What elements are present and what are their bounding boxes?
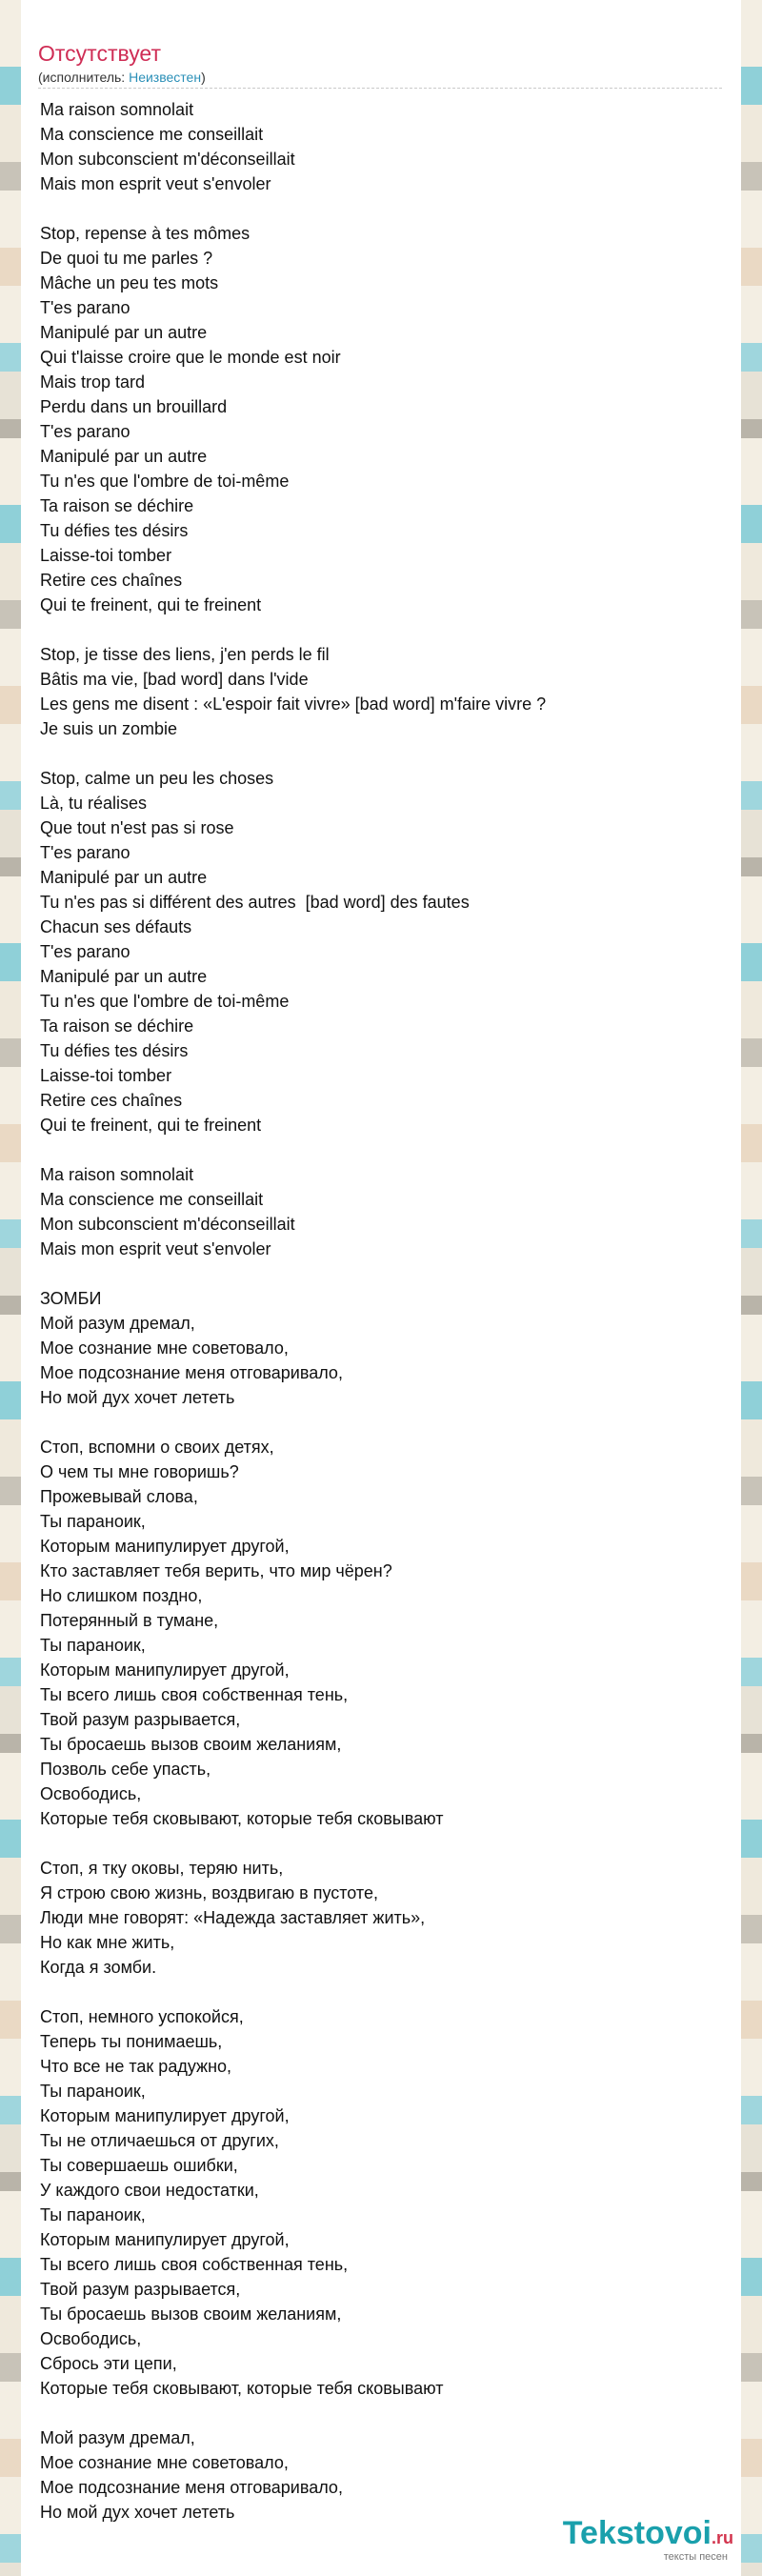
lyrics-body <box>40 97 707 2549</box>
lyric-line: Ma conscience me conseillait <box>40 1190 264 1209</box>
lyric-line: Ma raison somnolait <box>40 100 194 119</box>
logo-name: Tekstovoi <box>562 2515 712 2551</box>
performer-prefix: (исполнитель: <box>38 70 130 85</box>
lyric-line: Ma raison somnolait <box>40 1165 194 1184</box>
lyric-line: T'es parano <box>40 942 130 961</box>
lyric-line: Tu n'es que l'ombre de toi-même <box>40 472 290 491</box>
lyric-line: Ты бросаешь вызов своим желаниям, <box>40 1735 342 1754</box>
lyric-line: Твой разум разрывается, <box>40 1710 241 1729</box>
lyric-line: Mais mon esprit veut s'envoler <box>40 1239 271 1258</box>
lyric-line: Tu n'es pas si différent des autres [bad word] des fautes <box>40 893 470 912</box>
lyric-line: Ты всего лишь своя собственная тень, <box>40 2255 349 2274</box>
lyric-line: Которым манипулирует другой, <box>40 2230 290 2249</box>
logo-tld: .ru <box>711 2528 733 2547</box>
lyric-line: Manipulé par un autre <box>40 868 208 887</box>
lyric-line: Ты параноик, <box>40 2205 146 2224</box>
lyric-line: Которым манипулирует другой, <box>40 1537 290 1556</box>
logo-tagline: тексты песен <box>663 2551 728 2563</box>
lyrics-stanza <box>40 1856 707 1980</box>
lyric-line: Laisse-toi tomber <box>40 1066 172 1085</box>
lyric-line: Прожевывай слова, <box>40 1487 198 1506</box>
lyric-line: Ты параноик, <box>40 2082 146 2101</box>
lyric-line: T'es parano <box>40 422 130 441</box>
lyric-line: Потерянный в тумане, <box>40 1611 219 1630</box>
song-title: Отсутствует <box>38 41 161 66</box>
lyric-line: Qui te freinent, qui te freinent <box>40 1116 262 1135</box>
lyric-line: Что все не так радужно, <box>40 2057 232 2076</box>
lyrics-stanza <box>40 2004 707 2401</box>
lyric-line: Perdu dans un brouillard <box>40 397 228 416</box>
lyric-line: Manipulé par un autre <box>40 967 208 986</box>
lyric-line: Освободись, <box>40 2329 142 2348</box>
lyric-line: Que tout n'est pas si rose <box>40 818 234 837</box>
lyric-line: Retire ces chaînes <box>40 571 183 590</box>
lyric-line: Ты параноик, <box>40 1512 146 1531</box>
lyric-line: Laisse-toi tomber <box>40 546 172 565</box>
lyric-line: Мое сознание мне советовало, <box>40 1338 289 1358</box>
lyric-line: Tu défies tes désirs <box>40 1041 189 1060</box>
lyric-line: Mais mon esprit veut s'envoler <box>40 174 271 193</box>
lyric-line: Мое подсознание меня отговаривало, <box>40 1363 343 1382</box>
lyric-line: Ma conscience me conseillait <box>40 125 264 144</box>
lyric-line: Ta raison se déchire <box>40 1016 194 1036</box>
lyric-line: Tu défies tes désirs <box>40 521 189 540</box>
lyric-line: Ta raison se déchire <box>40 496 194 515</box>
lyric-line: Кто заставляет тебя верить, что мир чёрен? <box>40 1561 392 1580</box>
lyric-line: Bâtis ma vie, [bad word] dans l'vide <box>40 670 309 689</box>
lyric-line: Освободись, <box>40 1784 142 1803</box>
lyric-line: Сбрось эти цепи, <box>40 2354 177 2373</box>
lyric-line: Manipulé par un autre <box>40 323 208 342</box>
lyric-line: Стоп, немного успокойся, <box>40 2007 244 2026</box>
left-decoration-stripes <box>0 0 21 2576</box>
lyrics-stanza <box>40 221 707 617</box>
lyric-line: Мой разум дремал, <box>40 2428 195 2447</box>
lyric-line: ЗОМБИ <box>40 1289 102 1308</box>
lyrics-stanza <box>40 1435 707 1831</box>
lyric-line: Stop, repense à tes mômes <box>40 224 251 243</box>
lyric-line: Ты всего лишь своя собственная тень, <box>40 1685 349 1704</box>
lyric-line: Les gens me disent : «L'espoir fait vivre» [bad word] m'faire vivre ? <box>40 694 547 714</box>
right-decoration-stripes <box>741 0 762 2576</box>
lyric-line: Stop, je tisse des liens, j'en perds le fil <box>40 645 330 664</box>
performer-suffix: ) <box>201 70 206 85</box>
lyric-line: Manipulé par un autre <box>40 447 208 466</box>
performer-line <box>38 69 726 86</box>
lyric-line: Но как мне жить, <box>40 1933 175 1952</box>
lyric-line: Стоп, вспомни о своих детях, <box>40 1438 274 1457</box>
lyric-line: Но мой дух хочет лететь <box>40 1388 235 1407</box>
lyric-line: О чем ты мне говоришь? <box>40 1462 239 1481</box>
lyric-line: Которые тебя сковывают, которые тебя сковывают <box>40 1809 444 1828</box>
lyric-line: Мое подсознание меня отговаривало, <box>40 2478 343 2497</box>
lyric-line: Я строю свою жизнь, воздвигаю в пустоте, <box>40 1883 378 1902</box>
lyric-line: Но слишком поздно, <box>40 1586 203 1605</box>
lyrics-stanza <box>40 2425 707 2525</box>
header-divider <box>38 88 722 89</box>
lyric-line: Ты параноик, <box>40 1636 146 1655</box>
lyrics-stanza <box>40 97 707 196</box>
lyrics-stanza <box>40 1162 707 1261</box>
site-logo[interactable] <box>563 2515 733 2556</box>
lyric-line: Твой разум разрывается, <box>40 2280 241 2299</box>
lyric-line: Qui te freinent, qui te freinent <box>40 595 262 614</box>
lyric-line: Стоп, я тку оковы, теряю нить, <box>40 1859 284 1878</box>
lyric-line: Mon subconscient m'déconseillait <box>40 1215 295 1234</box>
lyric-line: Мое сознание мне советовало, <box>40 2453 289 2472</box>
lyric-line: Mâche un peu tes mots <box>40 273 219 292</box>
lyric-line: Là, tu réalises <box>40 794 148 813</box>
lyric-line: Которым манипулирует другой, <box>40 1660 290 1680</box>
lyric-line: Которым манипулирует другой, <box>40 2106 290 2125</box>
lyrics-stanza <box>40 766 707 1137</box>
lyric-line: У каждого свои недостатки, <box>40 2181 259 2200</box>
lyric-line: Ты совершаешь ошибки, <box>40 2156 238 2175</box>
song-header <box>38 40 726 86</box>
lyric-line: Ты бросаешь вызов своим желаниям, <box>40 2304 342 2324</box>
lyric-line: Ты не отличаешься от других, <box>40 2131 279 2150</box>
artist-link[interactable]: Неизвестен <box>129 70 202 85</box>
lyric-line: Люди мне говорят: «Надежда заставляет жить», <box>40 1908 426 1927</box>
lyric-line: Retire ces chaînes <box>40 1091 183 1110</box>
lyric-line: Мой разум дремал, <box>40 1314 195 1333</box>
lyric-line: Но мой дух хочет лететь <box>40 2503 235 2522</box>
lyric-line: Теперь ты понимаешь, <box>40 2032 223 2051</box>
lyric-line: De quoi tu me parles ? <box>40 249 213 268</box>
lyric-line: Chacun ses défauts <box>40 917 192 936</box>
lyrics-stanza <box>40 1286 707 1410</box>
lyric-line: T'es parano <box>40 843 130 862</box>
lyric-line: Je suis un zombie <box>40 719 178 738</box>
lyric-line: T'es parano <box>40 298 130 317</box>
lyric-line: Qui t'laisse croire que le monde est noir <box>40 348 341 367</box>
lyric-line: Когда я зомби. <box>40 1958 157 1977</box>
lyric-line: Mon subconscient m'déconseillait <box>40 150 295 169</box>
lyric-line: Tu n'es que l'ombre de toi-même <box>40 992 290 1011</box>
lyric-line: Позволь себе упасть, <box>40 1760 211 1779</box>
lyric-line: Mais trop tard <box>40 372 146 392</box>
lyric-line: Которые тебя сковывают, которые тебя сковывают <box>40 2379 444 2398</box>
lyrics-stanza <box>40 642 707 741</box>
lyric-line: Stop, calme un peu les choses <box>40 769 274 788</box>
